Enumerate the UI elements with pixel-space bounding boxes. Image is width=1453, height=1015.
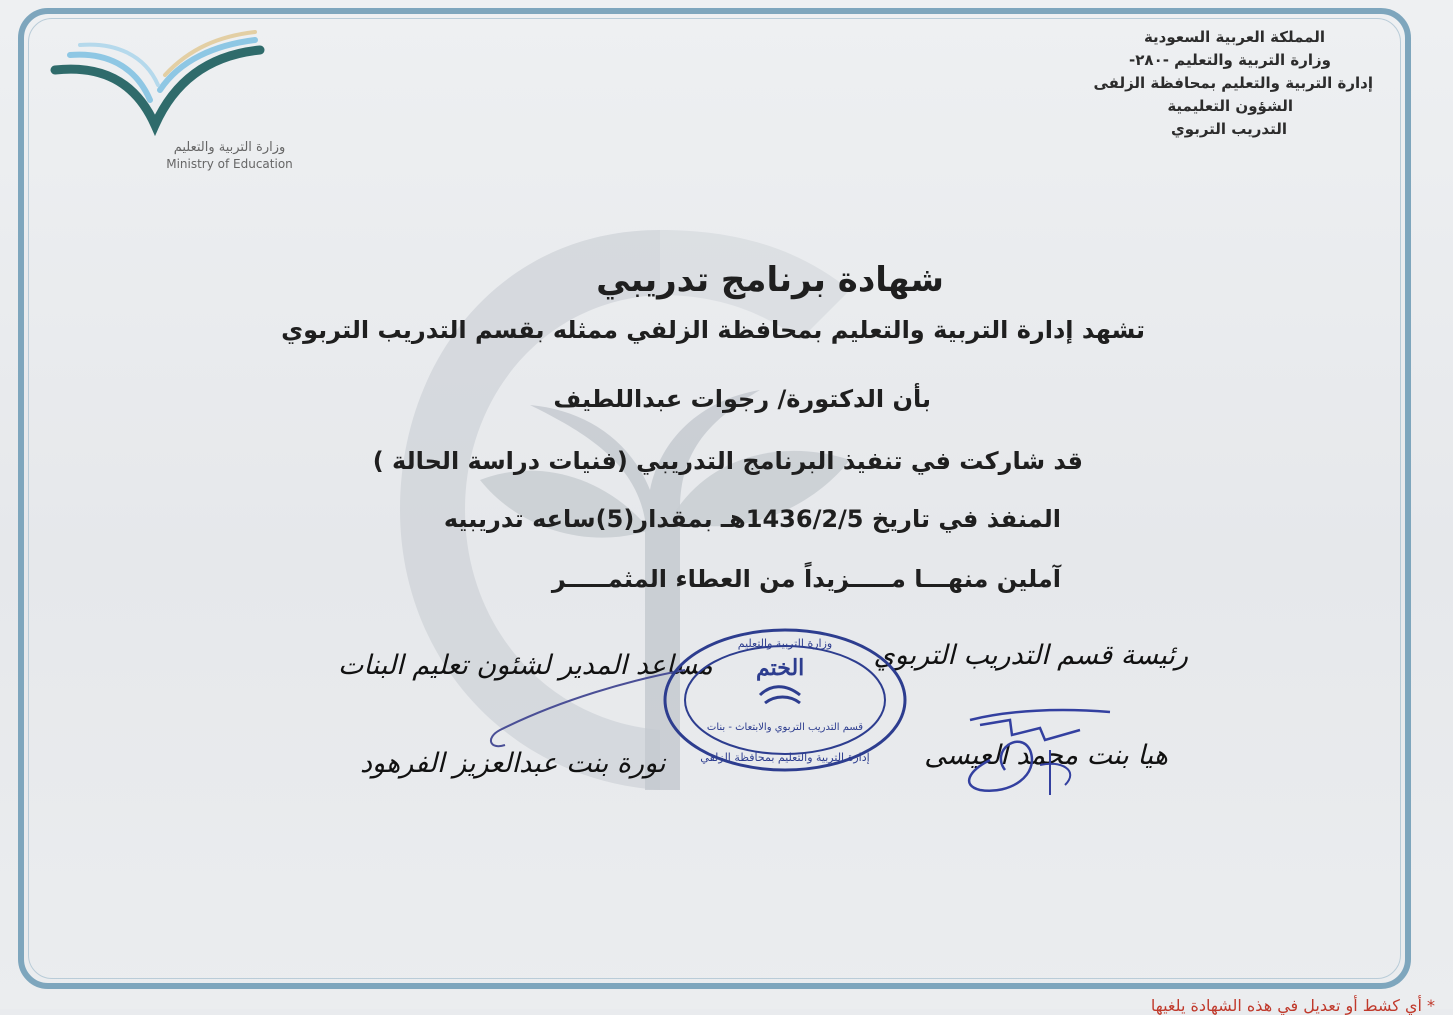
certificate-line-1: تشهد إدارة التربية والتعليم بمحافظة الزلفي ممثله بقسم التدريب التربوي [281,316,1145,344]
certificate-line-3: قد شاركت في تنفيذ البرنامج التدريبي (فنيات دراسة الحالة ) [372,447,1083,475]
certificate-line-4: المنفذ في تاريخ 1436/2/5هـ بمقدار(5)ساعه تدريبيه [443,505,1061,533]
handwritten-signature-icon [950,690,1140,800]
stamp-ring-top-text: وزارة التربية والتعليم [737,637,833,650]
certificate-line-2: بأن الدكتورة/ رجوات عبداللطيف [553,385,931,413]
right-signatory-title: رئيسة قسم التدريب التربوي [873,640,1188,671]
official-stamp-icon [660,625,910,775]
footnote-warning: * أي كشط أو تعديل في هذه الشهادة يلغيها [1150,996,1435,1015]
header-affairs: الشؤون التعليمية [1167,97,1293,115]
stamp-inner-text: قسم التدريب التربوي والابتعاث - بنات [706,722,864,733]
left-signatory-name: نورة بنت عبدالعزيز الفرهود [360,748,666,779]
left-signatory-title: مساعد المدير لشئون تعليم البنات [338,650,713,681]
stamp-label: الختم [756,655,805,681]
issuer-header [1013,26,1373,141]
header-directorate: إدارة التربية والتعليم بمحافظة الزلفى [1093,74,1373,92]
right-signatory-name: هيا بنت محمد العيسى [924,740,1168,771]
signature-pen-stroke-icon [450,660,690,760]
ministry-logo [50,30,293,175]
logo-arabic-text: وزارة التربية والتعليم [173,140,286,155]
ministry-emblem-icon [50,30,270,140]
header-ministry: وزارة التربية والتعليم -٢٨٠- [1129,51,1331,69]
certificate-line-5: آملين منهـــا مـــــزيداً من العطاء المثمـــــر [551,565,1061,593]
header-kingdom: المملكة العربية السعودية [1143,28,1325,46]
stamp-ring-bottom-text: إدارة التربية والتعليم بمحافظة الزلفي [700,751,870,764]
logo-english-text: Ministry of Education [166,157,293,171]
certificate-title: شهادة برنامج تدريبي [596,260,944,300]
header-department: التدريب التربوي [1171,120,1287,138]
